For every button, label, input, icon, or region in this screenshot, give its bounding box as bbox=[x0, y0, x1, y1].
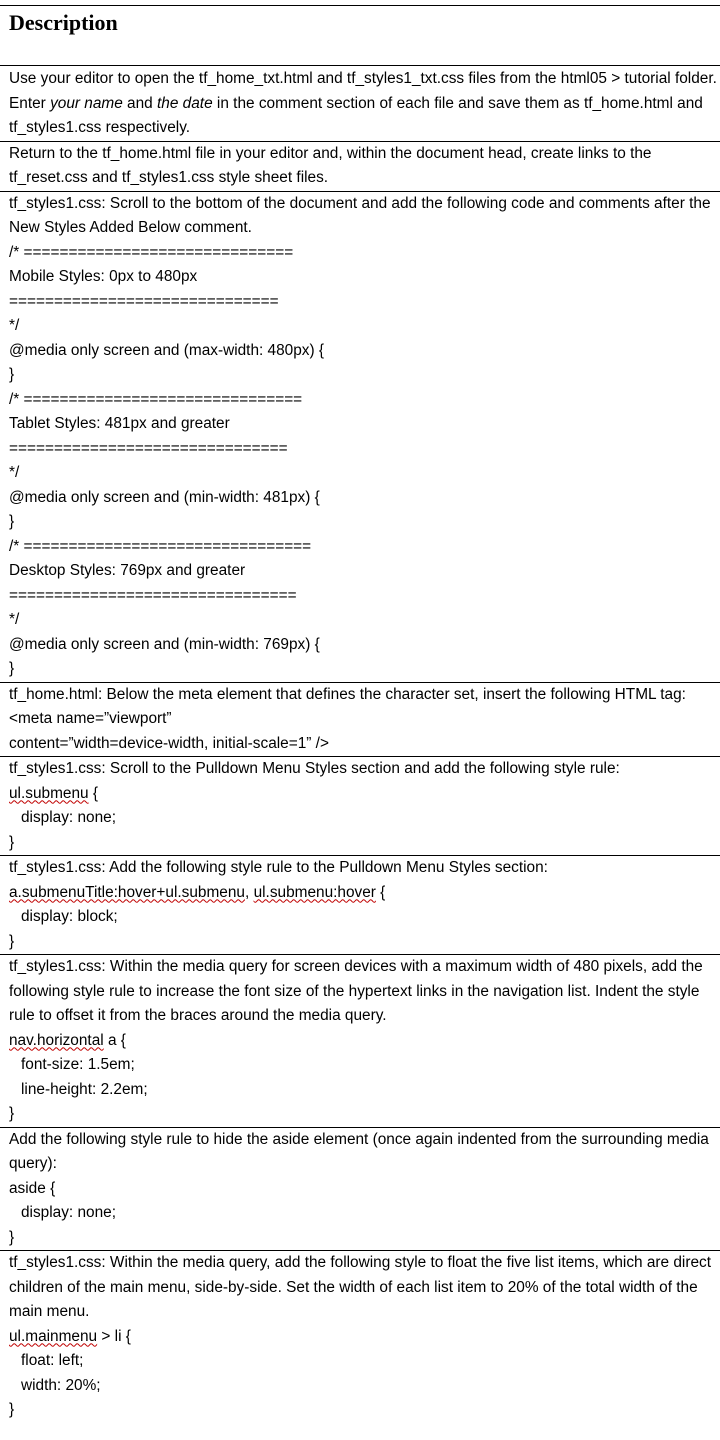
step-7 bbox=[0, 955, 720, 1128]
code-line: display: none; bbox=[21, 1204, 116, 1221]
code-line: /* =============================== bbox=[9, 390, 303, 408]
code-line: } bbox=[9, 1228, 15, 1246]
step-text: tf_styles1.css: Within the media query, add the following style to float the five list items, which are direct children of the main menu, side-by-side. Set the width of each list item to 20% of the total width of the main menu. bbox=[9, 1254, 712, 1320]
code-line: */ bbox=[9, 464, 20, 481]
code-line: } bbox=[9, 660, 15, 677]
step-text: tf_styles1.css: Scroll to the Pulldown Menu Styles section and add the following style rule: bbox=[9, 760, 620, 777]
code-line: } bbox=[9, 513, 15, 530]
code-line: a.submenuTitle:hover+ul.submenu, ul.submenu:hover { bbox=[9, 883, 386, 901]
code-line: /* ============================== bbox=[9, 243, 294, 261]
code-line: font-size: 1.5em; bbox=[21, 1056, 135, 1073]
code-line: @media only screen and (max-width: 480px) { bbox=[9, 341, 325, 359]
step-text: tf_styles1.css: Add the following style rule to the Pulldown Menu Styles section: bbox=[9, 859, 548, 876]
spellcheck-flagged-selector: ul.mainmenu bbox=[9, 1327, 98, 1345]
code-line: */ bbox=[9, 611, 20, 628]
step-5 bbox=[0, 757, 720, 856]
step-9 bbox=[0, 1251, 720, 1423]
code-line: /* ================================ bbox=[9, 537, 312, 555]
description-heading: Description bbox=[9, 10, 118, 35]
table-header-row bbox=[0, 5, 720, 66]
step-text: tf_styles1.css: Scroll to the bottom of the document and add the following code and comments after the New Styles Added Below comment. bbox=[9, 194, 711, 236]
code-line: nav.horizontal a { bbox=[9, 1031, 126, 1049]
step-text: Add the following style rule to hide the aside element (once again indented from the surrounding media query): bbox=[9, 1130, 709, 1172]
code-line: display: none; bbox=[21, 809, 116, 826]
code-line: Tablet Styles: 481px and greater bbox=[9, 415, 230, 432]
code-line: <meta name=”viewport” bbox=[9, 710, 172, 727]
emphasis-the-date: the date bbox=[157, 94, 213, 112]
code-line: } bbox=[9, 1401, 15, 1418]
code-line: ============================== bbox=[9, 292, 279, 310]
code-line: @media only screen and (min-width: 769px) { bbox=[9, 635, 320, 653]
step-text: Return to the tf_home.html file in your editor and, within the document head, create links to the tf_reset.css and tf_styles1.css style sheet files. bbox=[9, 144, 652, 186]
code-line: */ bbox=[9, 317, 20, 334]
spellcheck-flagged-selector: nav.horizontal bbox=[9, 1031, 104, 1049]
code-line: } bbox=[9, 932, 15, 950]
code-line: ul.mainmenu > li { bbox=[9, 1327, 131, 1345]
emphasis-your-name: your name bbox=[50, 94, 123, 112]
code-line: display: block; bbox=[21, 908, 118, 925]
step-4 bbox=[0, 683, 720, 758]
step-text: tf_home.html: Below the meta element that defines the character set, insert the following HTML tag: bbox=[9, 685, 686, 703]
code-line: line-height: 2.2em; bbox=[21, 1080, 148, 1098]
step-1 bbox=[0, 67, 720, 142]
code-line: Desktop Styles: 769px and greater bbox=[9, 562, 246, 579]
code-line: } bbox=[9, 1105, 15, 1122]
code-line: width: 20%; bbox=[21, 1376, 101, 1394]
step-text: Use your editor to open the tf_home_txt.html and tf_styles1_txt.css files from the html05 > tutorial folder. Enter your name and the date in the comment section of each file and save them as tf_home.html and tf_styles1.css respectively. bbox=[9, 70, 717, 136]
code-line: } bbox=[9, 833, 15, 851]
code-line: float: left; bbox=[21, 1352, 84, 1369]
step-2 bbox=[0, 142, 720, 192]
code-line: Mobile Styles: 0px to 480px bbox=[9, 268, 198, 285]
step-3 bbox=[0, 192, 720, 683]
code-line: aside { bbox=[9, 1179, 56, 1197]
code-line: ================================ bbox=[9, 586, 297, 604]
code-line: =============================== bbox=[9, 439, 288, 457]
code-line: @media only screen and (min-width: 481px) { bbox=[9, 488, 320, 506]
step-6 bbox=[0, 856, 720, 955]
spellcheck-flagged-selector: a.submenuTitle:hover+ul.submenu bbox=[9, 883, 245, 901]
spellcheck-flagged-selector: ul.submenu:hover bbox=[253, 883, 376, 901]
code-line: } bbox=[9, 366, 15, 383]
code-line: ul.submenu { bbox=[9, 784, 98, 802]
step-text: tf_styles1.css: Within the media query for screen devices with a maximum width of 480 pixels, add the following style rule to increase the font size of the hypertext links in the navigation list. Indent the style rule to offset it from the braces around the media query. bbox=[9, 958, 703, 1024]
instructions-table bbox=[0, 67, 720, 1423]
step-8 bbox=[0, 1128, 720, 1252]
spellcheck-flagged-selector: ul.submenu bbox=[9, 784, 89, 802]
code-line: content=”width=device-width, initial-scale=1” /> bbox=[9, 734, 329, 752]
